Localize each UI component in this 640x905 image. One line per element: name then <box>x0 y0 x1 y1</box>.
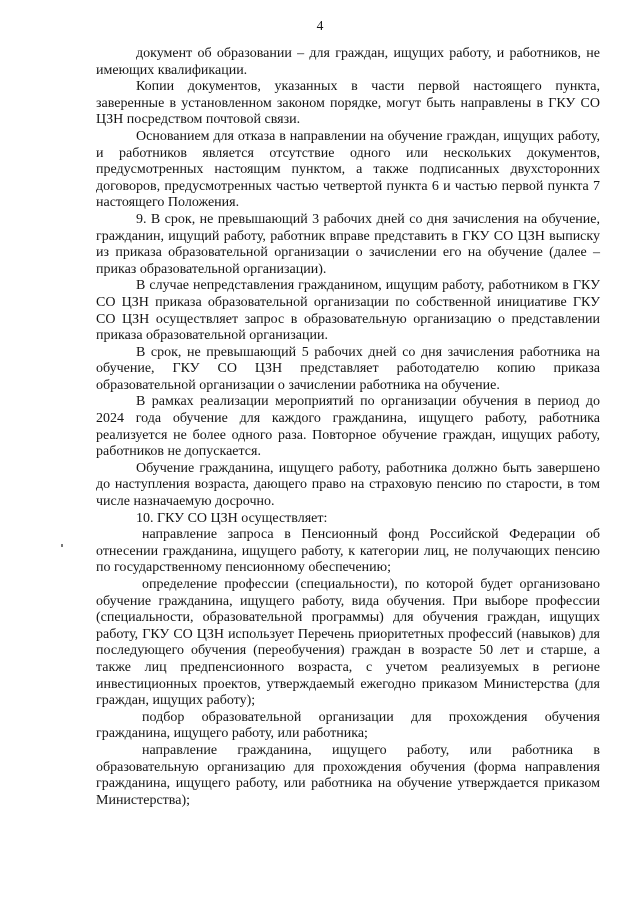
list-item-pension-request: направление запроса в Пенсионный фонд Российской Федерации об отнесении гражданина, ищущего работу, к категории лиц, не получающих пенсию по государственному пенсионному обеспечению; <box>96 527 600 576</box>
paragraph-completion-deadline: Обучение гражданина, ищущего работу, работника должно быть завершено до наступления возраста, дающего право на страховую пенсию по старости, в том числе назначаемую досрочно. <box>96 460 600 510</box>
paragraph-refusal-grounds: Основанием для отказа в направлении на обучение граждан, ищущих работу, и работников является отсутствие одного или нескольких документов, предусмотренных настоящим пунктом, а также подписанных двухсторонних договоров, предусмотренных частью четвертой пункта 6 и частью первой пункта 7 настоящего Положения. <box>96 128 600 211</box>
paragraph-education-document: документ об образовании – для граждан, ищущих работу, и работников, не имеющих квалификации. <box>96 46 600 78</box>
list-item-referral: направление гражданина, ищущего работу, или работника в образовательную организацию для прохождения обучения (форма направления гражданина, ищущего работу, или работника на обучение утверждается приказом Министерства); <box>96 742 600 808</box>
scan-artifact-dot <box>61 544 63 547</box>
paragraph-one-time-training: В рамках реализации мероприятий по организации обучения в период до 2024 года обучение для каждого гражданина, ищущего работу, работника реализуется не более одного раза. Повторное обучение граждан, ищущих работу, работников не допускается. <box>96 394 600 460</box>
paragraph-item-10: 10. ГКУ СО ЦЗН осуществляет: <box>136 510 328 526</box>
document-body <box>96 46 600 809</box>
paragraph-document-copies: Копии документов, указанных в части первой настоящего пункта, заверенные в установленном законом порядке, могут быть направлены в ГКУ СО ЦЗН посредством почтовой связи. <box>96 79 600 128</box>
page-number: 4 <box>316 18 324 33</box>
paragraph-employer-copy: В срок, не превышающий 5 рабочих дней со дня зачисления работника на обучение, ГКУ СО ЦЗН представляет работодателю копию приказа образовательной организации о зачислении работника на обучение. <box>96 344 600 393</box>
list-item-profession-definition: определение профессии (специальности), по которой будет организовано обучение гражданина, ищущего работу, вида обучения. При выборе профессии (специальности, образовательной программы) для обучения граждан, ищущих работу, ГКУ СО ЦЗН использует Перечень приоритетных профессий (навыков) для последующего обучения (переобучения) граждан в возрасте 50 лет и старше, а также лиц предпенсионного возраста, с учетом реализуемых в регионе инвестиционных проектов, утверждаемый ежегодно приказом Министерства (для граждан, ищущих работу); <box>96 577 600 709</box>
paragraph-item-9: 9. В срок, не превышающий 3 рабочих дней со дня зачисления на обучение, гражданин, ищущий работу, работник вправе представить в ГКУ СО ЦЗН выписку из приказа образовательной организации о зачислении его на обучение (далее – приказ образовательной организации). <box>96 211 600 277</box>
list-item-organization-selection: подбор образовательной организации для прохождения обучения гражданина, ищущего работу, или работника; <box>96 709 600 742</box>
paragraph-nonsubmission: В случае непредставления гражданином, ищущим работу, работником в ГКУ СО ЦЗН приказа образовательной организации по собственной инициативе ГКУ СО ЦЗН осуществляет запрос в образовательную организацию о представлении приказа образовательной организации. <box>96 278 600 344</box>
